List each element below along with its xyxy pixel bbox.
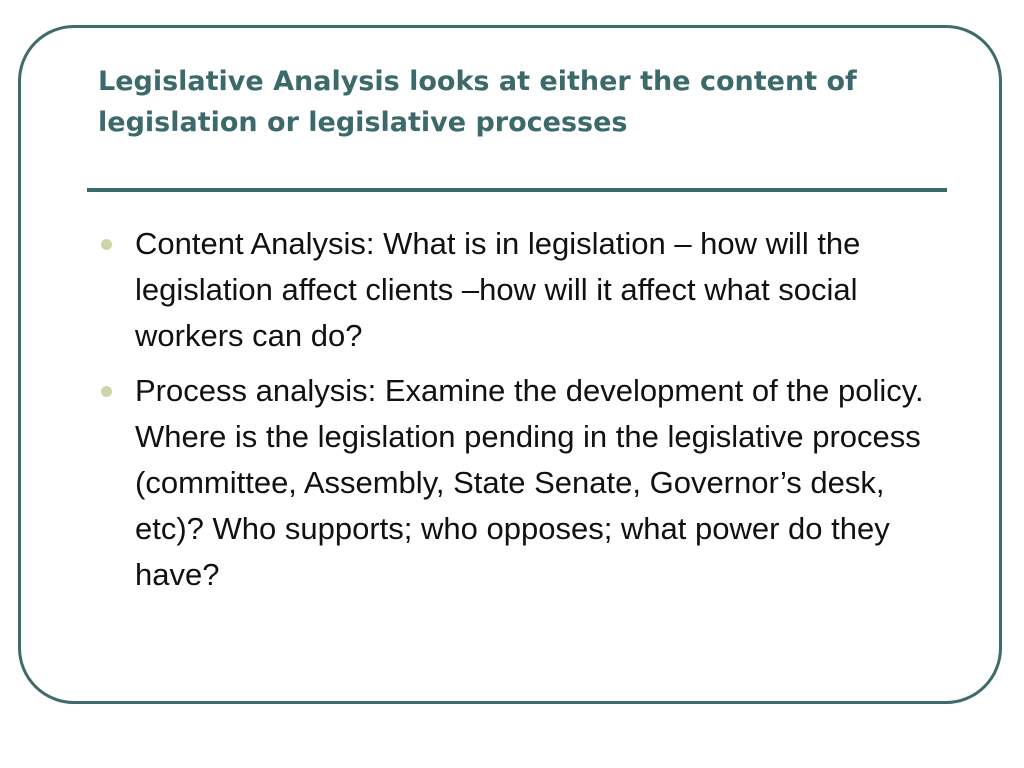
bullet-dot-icon: [101, 239, 112, 250]
bullet-text: Process analysis: Examine the development of the policy. Where is the legislation pending in the legislative process (committee, Assembly, State Senate, Governor’s desk, etc)? Who supports; who opposes; what power do they have?: [135, 373, 924, 592]
slide-title: Legislative Analysis looks at either the content of legislation or legislative processes: [98, 66, 857, 138]
bullet-text: Content Analysis: What is in legislation – how will the legislation affect clients –how will it affect what social workers can do?: [135, 226, 861, 353]
title-divider: [87, 188, 947, 192]
bullet-item-content-analysis: [98, 221, 948, 359]
bullet-item-process-analysis: [98, 368, 948, 598]
bullet-list: [98, 221, 948, 607]
bullet-dot-icon: [101, 386, 112, 397]
